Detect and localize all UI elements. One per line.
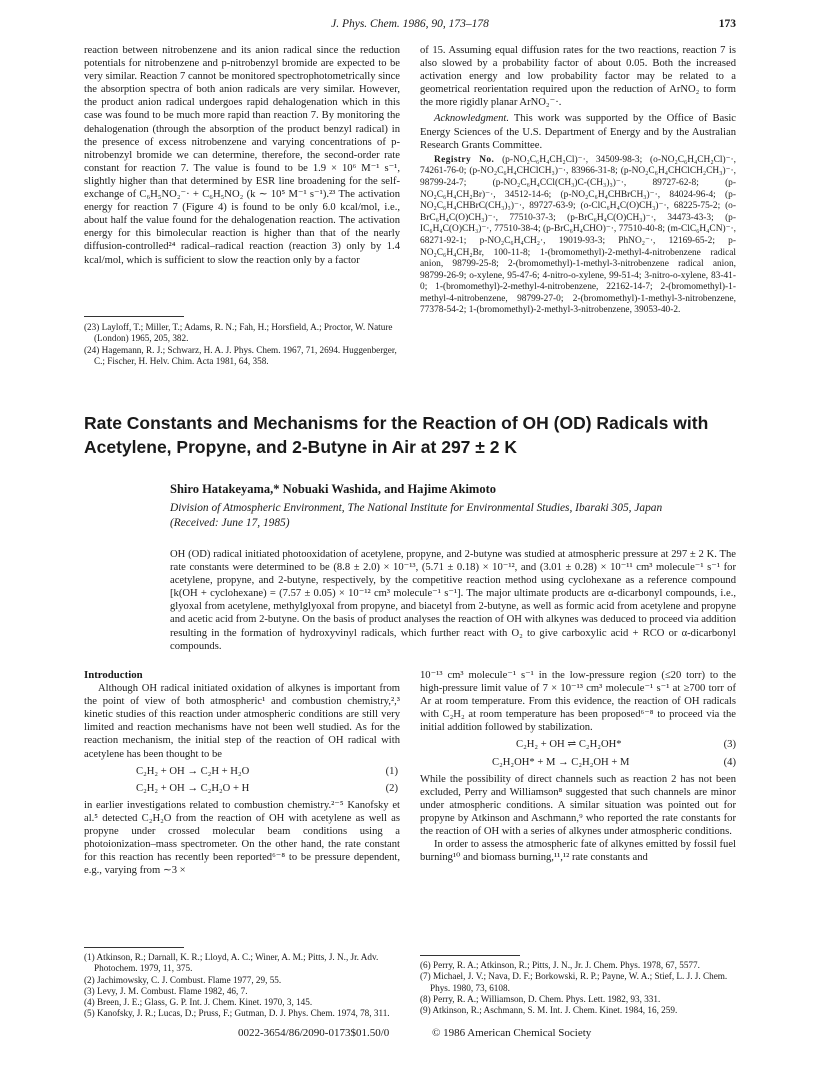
right-paragraph-3: In order to assess the atmospheric fate of alkynes emitted by fossil fuel burning¹⁰ and biomass burning,¹¹,¹² rate constants and [420,839,736,864]
equation-text: C₂H₂ + OH → C₂H₂O + H [136,782,250,794]
prev-article-footnotes [84,322,400,367]
prev-article-paragraph: reaction between nitrobenzene and its anion radical since the reduction potentials for nitrobenzene and p-nitrobenzyl bromide are expected to be very similar. Reaction 7 cannot be monitored spectrophotometrically since the absorption spectra of both anion radicals are very similar. However, the product anion radical undergoes rapid dehalogenation which in this case was found to be much more rapid than reaction 7. By monitoring the dehalogenation (through the absorption of the product benzyl radical) in the presence of excess nitrobenzene and varying concentrations of p-nitrobenzyl bromide we can determine, therefore, the second-order rate constant for reaction 7. The value is found to be 1.9 × 10⁶ M⁻¹ s⁻¹, slightly higher than that determined by ESR line broadening for the self-exchange of C₆H₅NO₂⁻· + C₆H₅NO₂ (k ∼ 10⁵ M⁻¹ s⁻¹).²³ The activation energy for reaction 7 (Figure 4) is found to be only 6.0 kcal/mol, i.e., about half the value found for the dehalogenation reaction. The activation energy for this bimolecular reaction is higher than that of the nearly diffusion-controlled²⁴ radical–radical reaction (reaction 3) only by 1.4 kcal/mol, which is sufficient to slow the reaction only by a factor [84,45,400,266]
intro-paragraph-2: in earlier investigations related to combustion chemistry.²⁻⁵ Kanofsky et al.⁵ detected C₂H₂O from the reaction of OH with acetylene as well as propyne under crossed molecular beam conditions using a photoionization–mass spectrometer. On the other hand, the rate constant for this reaction has recently been reported⁶⁻⁸ to be pressure dependent, e.g., varying from ∼3 × [84,799,400,877]
equation-3 [420,738,736,751]
article-left-column [84,669,400,877]
footnote: (5) Kanofsky, J. R.; Lucas, D.; Pruss, F.; Gutman, D. J. Phys. Chem. 1974, 78, 311. [84,1008,390,1019]
footnote: (1) Atkinson, R.; Darnall, K. R.; Lloyd, A. C.; Winer, A. M.; Pitts, J. N., Jr. Adv. Photochem. 1979, 11, 375. [84,952,379,974]
equation-number: (1) [385,765,398,777]
footnote-rule [420,955,520,956]
equation-number: (4) [723,756,736,768]
footnote: (7) Michael, J. V.; Nava, D. F.; Borkowski, R. P.; Payne, W. A.; Stief, L. J. J. Chem. Phys. 1980, 73, 6108. [420,971,728,993]
equation-number: (3) [723,739,736,751]
footnote: (2) Jachimowsky, C. J. Combust. Flame 1977, 29, 55. [84,974,282,985]
footnote: (24) Hagemann, R. J.; Schwarz, H. A. J. Phys. Chem. 1967, 71, 2694. Huggenberger, C.; Fischer, H. Helv. Chim. Acta 1981, 64, 358. [84,344,397,366]
section-heading-introduction: Introduction [84,669,143,681]
equation-2 [84,782,400,795]
copyright-notice: © 1986 American Chemical Society [432,1027,592,1039]
acknowledgment-label: Acknowledgment. [434,113,510,125]
page-number: 173 [718,18,736,30]
affiliation-text: Division of Atmospheric Environment, The National Institute for Environmental Studies, Ibaraki 305, Japan [170,502,663,514]
prev-article-right-column [420,44,736,317]
prev-article-left-column [84,44,400,267]
journal-info: 1986, 90, 173–178 [402,18,489,30]
equation-1 [84,765,400,778]
footnote: (9) Atkinson, R.; Aschmann, S. M. Int. J. Chem. Kinet. 1984, 16, 259. [420,1005,678,1016]
equation-number: (2) [385,782,398,794]
registry-text: (p-NO₂C₆H₄CH₂Cl)⁻·, 34509-98-3; (o-NO₂C₆H₄CH₂Cl)⁻·, 74261-76-0; (p-NO₂C₆H₄CHClCH₃)⁻·, 83966-31-8; (p-NO₂C₆H₄CHClCH₂CH₃)⁻·, 98799-24-7; (p-NO₂C₆H₄CCl(CH₃)C-(CH₃)₃)⁻·, 89727-62-8; (p-NO₂C₆H₄CH₂Br)⁻·, 34512-14-6; (p-NO₂C₆H₄CHBrCH₃)⁻·, 84024-96-4; (p-NO₂C₆H₄CHBrC(CH₃)₃)⁻·, 89727-63-9; (o-ClC₆H₄C(O)CH₃)⁻·, 68225-75-2; (o-BrC₆H₄C(O)CH₃)⁻·, 77510-37-3; (p-BrC₆H₄C(O)CH₃)⁻·, 34473-43-3; (p-IC₆H₄C(O)CH₃)⁻·, 77510-38-4; (p-BrC₆H₄CHO)⁻·, 77510-40-8; (m-ClC₆H₄CN)⁻·, 68271-92-1; p-NO₂C₆H₄CH₂·, 19019-93-3; PhNO₂⁻·, 12169-65-2; p-NO₂C₆H₄CH₂Br, 100-11-8; 1-(bromomethyl)-2-methyl-4-nitrobenzene radical anion, 98799-25-8; 2-(bromomethyl)-1-methyl-3-nitrobenzene radical anion, 98799-26-9; o-xylene, 95-47-6; 4-nitro-o-xylene, 99-51-4; 3-nitro-o-xylene, 83-41-0; 1-(bromomethyl)-2-methyl-4-nitrobenzene, 22162-14-7; 2-(bromomethyl)-1-methyl-4-nitrobenzene, 98799-27-0; 2-(bromomethyl)-1-methyl-3-nitrobenzene, 77378-54-2; 1-(bromomethyl)-2-methyl-3-nitrobenzene, 39053-40-2. [420,154,736,316]
journal-name: J. Phys. Chem. [331,18,400,30]
article-left-footnotes [84,952,400,1020]
footnote: (23) Layloff, T.; Miller, T.; Adams, R. N.; Fah, H.; Horsfield, A.; Proctor, W. Nature (London) 1965, 205, 382. [84,322,393,344]
received-date: (Received: June 17, 1985) [170,516,290,529]
footnote: (4) Breen, J. E.; Glass, G. P. Int. J. Chem. Kinet. 1970, 3, 145. [84,997,313,1008]
article-right-footnotes [420,960,736,1016]
footnote: (6) Perry, R. A.; Atkinson, R.; Pitts, J. N., Jr. J. Chem. Phys. 1978, 67, 5577. [420,960,700,970]
equation-text: C₂H₂ + OH ⇌ C₂H₂OH* [516,739,622,751]
equation-text: C₂H₂OH* + M → C₂H₂OH + M [492,756,630,768]
right-paragraph-2: While the possibility of direct channels such as reaction 2 has not been excluded, Perry and Williamson⁸ suggested that such channels are minor under atmospheric conditions. A similar situation was pointed out for propyne by Atkinson and Aschmann,⁹ who reported the rate constants for the reaction of OH with a series of alkynes under atmospheric conditions. [420,773,736,838]
acknowledgment-text: This work was supported by the Office of Basic Energy Sciences of the U.S. Department of Energy and by the Australian Research Grants Committee. [420,113,736,151]
journal-citation [84,18,736,30]
article-right-column [420,669,736,864]
prev-article-paragraph-right: of 15. Assuming equal diffusion rates for the two reactions, reaction 7 is also slowed by a probability factor of about 0.05. Both the increased activation energy and low probability factor may be related to a geometrical reorientation required upon the reduction of ArNO₂ to form the more rigidly planar ArNO₂⁻·. [420,45,736,109]
equation-text: C₂H₂ + OH → C₂H + H₂O [136,765,250,777]
acknowledgment-paragraph [420,112,736,151]
article-abstract: OH (OD) radical initiated photooxidation of acetylene, propyne, and 2-butyne was studied at atmospheric pressure at 297 ± 2 K. The rate constants were determined to be (8.8 ± 2.0) × 10⁻¹³, (5.71 ± 0.18) × 10⁻¹², and (3.01 ± 0.28) × 10⁻¹¹ cm³ molecule⁻¹ s⁻¹ for acetylene, propyne, and 2-butyne, respectively, by the competitive reaction method using cyclohexane as a reference compound [k(OH + cyclohexane) = (7.57 ± 0.05) × 10⁻¹² cm³ molecule⁻¹ s⁻¹]. The major ultimate products are α-dicarbonyl compounds, i.e., glyoxal from acetylene, methylglyoxal from propyne, and biacetyl from 2-butyne, as well as formic acid from acetylene and propyne and acetic acid from 2-butyne. On the basis of product analyses the reaction of OH with alkynes was deduced to proceed via addition resulting in the formation of hydroxyvinyl radicals, which further react with O₂ to give carboxylic acid + RCO or α-dicarbonyl compounds. [170,549,736,652]
footnote-rule [84,316,184,317]
running-header [84,18,736,34]
registry-label: Registry No. [434,154,495,165]
right-paragraph-1: 10⁻¹³ cm³ molecule⁻¹ s⁻¹ in the low-pressure region (≤20 torr) to the high-pressure limit value of 7 × 10⁻¹³ cm³ molecule⁻¹ s⁻¹ at ≥700 torr of Ar at room temperature. From this evidence, the reaction of OH radicals with C₂H₂ at room temperature has been proposed⁶⁻⁸ to proceed via the initial addition followed by stabilization. [420,670,736,734]
article-affiliation [170,501,740,530]
equation-4 [420,756,736,769]
registry-paragraph [420,155,736,317]
article-code: 0022-3654/86/2090-0173$01.50/0 [238,1027,390,1039]
article-authors: Shiro Hatakeyama,* Nobuaki Washida, and Hajime Akimoto [170,482,496,496]
footnote: (3) Levy, J. M. Combust. Flame 1982, 46, 7. [84,985,248,996]
article-title: Rate Constants and Mechanisms for the Reaction of OH (OD) Radicals with Acetylene, Propyne, and 2-Butyne in Air at 297 ± 2 K [84,413,709,457]
intro-paragraph-1: Although OH radical initiated oxidation of alkynes is important from the point of view of both atmospheric¹ and combustion chemistry,²,³ kinetic studies of this reaction under atmospheric conditions are still very limited and reaction mechanisms have not been well studied. As for the reaction mechanism, the initial step of the reaction of OH radical with acetylene has been thought to be [84,683,400,760]
footnote: (8) Perry, R. A.; Williamson, D. Chem. Phys. Lett. 1982, 93, 331. [420,993,661,1004]
footnote-rule [84,947,184,948]
